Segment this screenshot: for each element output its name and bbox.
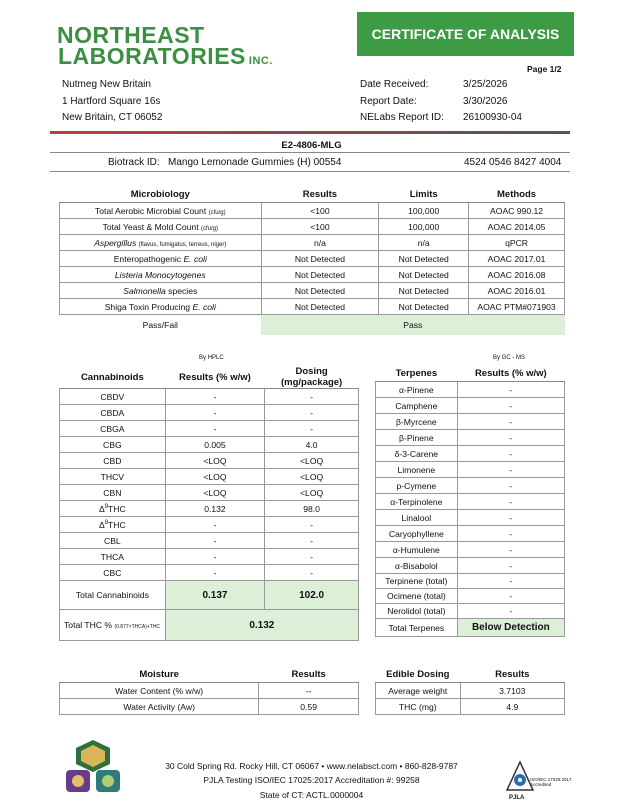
cannabinoid-name: CBL bbox=[60, 533, 166, 549]
terpene-row bbox=[376, 574, 565, 589]
edible-row bbox=[376, 699, 565, 715]
report-id-label: NELabs Report ID: bbox=[360, 112, 444, 123]
terpene-result: - bbox=[457, 589, 564, 604]
micro-test-name bbox=[60, 251, 262, 267]
delta-symbol: Δ bbox=[98, 503, 105, 514]
micro-test-organism: E. coli bbox=[192, 301, 216, 312]
biotrack-number: 4524 0546 8427 4004 bbox=[464, 157, 562, 168]
delta-symbol: Δ bbox=[98, 519, 105, 530]
cannabinoid-result: - bbox=[165, 389, 265, 405]
micro-method: AOAC 2017.01 bbox=[469, 251, 565, 267]
cannabinoid-result: 0.005 bbox=[165, 437, 265, 453]
terpene-result: - bbox=[457, 398, 564, 414]
client-name: Nutmeg New Britain bbox=[62, 79, 151, 90]
terpene-name: Terpinene (total) bbox=[376, 574, 458, 589]
cannabinoid-row bbox=[60, 469, 359, 485]
edible-name: THC (mg) bbox=[376, 699, 461, 715]
micro-test-name bbox=[60, 203, 262, 219]
micro-test-name bbox=[60, 299, 262, 315]
micro-row bbox=[60, 283, 565, 299]
total-terpenes-label: Total Terpenes bbox=[376, 619, 458, 637]
micro-row bbox=[60, 219, 565, 235]
logo-line2 bbox=[58, 43, 273, 70]
terpene-name: α-Humulene bbox=[376, 542, 458, 558]
moisture-header-results: Results bbox=[259, 667, 359, 683]
logo-laboratories: LABORATORIES bbox=[58, 43, 246, 69]
cannabinoid-dose: - bbox=[265, 533, 359, 549]
micro-method: qPCR bbox=[469, 235, 565, 251]
micro-test-organism: E. coli bbox=[183, 253, 207, 264]
delta-position: 8 bbox=[104, 519, 109, 526]
micro-method: AOAC 2014.05 bbox=[469, 219, 565, 235]
terpene-row bbox=[376, 478, 565, 494]
micro-limit: 100,000 bbox=[379, 203, 469, 219]
passfail-value: Pass bbox=[261, 315, 564, 336]
total-cannabinoids-dose: 102.0 bbox=[265, 581, 359, 610]
terp-header-name: Terpenes bbox=[376, 366, 458, 382]
cannabinoid-result: - bbox=[165, 565, 265, 581]
cannabinoid-name: CBD bbox=[60, 453, 166, 469]
moisture-result: 0.59 bbox=[259, 699, 359, 715]
terpene-row bbox=[376, 462, 565, 478]
micro-row bbox=[60, 267, 565, 283]
cann-header-name: Cannabinoids bbox=[60, 366, 166, 389]
hplc-note: By HPLC bbox=[199, 355, 224, 361]
pjla-accredited-text: ISO/IEC 17025:2017 Accredited bbox=[530, 777, 572, 787]
footer-accreditation: PJLA Testing ISO/IEC 17025:2017 Accreditation #: 99258 bbox=[203, 775, 420, 785]
micro-result: <100 bbox=[261, 203, 379, 219]
terpene-row bbox=[376, 446, 565, 462]
edible-name: Average weight bbox=[376, 683, 461, 699]
terpene-result: - bbox=[457, 430, 564, 446]
cannabinoid-name: CBC bbox=[60, 565, 166, 581]
terpene-row bbox=[376, 494, 565, 510]
micro-row bbox=[60, 203, 565, 219]
logo-line1: NORTHEAST bbox=[57, 22, 205, 48]
terpene-name: β-Pinene bbox=[376, 430, 458, 446]
moisture-header-name: Moisture bbox=[60, 667, 259, 683]
certificate-title: CERTIFICATE OF ANALYSIS bbox=[357, 12, 574, 56]
micro-header-name: Microbiology bbox=[60, 187, 262, 203]
moisture-result: -- bbox=[259, 683, 359, 699]
terpene-name: Limonene bbox=[376, 462, 458, 478]
terpene-row bbox=[376, 604, 565, 619]
passfail-row bbox=[60, 315, 565, 336]
micro-test-label: Listeria Monocytogenes bbox=[114, 269, 206, 280]
total-cannabinoids-label: Total Cannabinoids bbox=[60, 581, 166, 610]
micro-test-label: Aspergillus bbox=[94, 237, 137, 248]
moisture-row bbox=[60, 683, 359, 699]
micro-test-label: Total Aerobic Microbial Count bbox=[94, 205, 207, 216]
terpene-result: - bbox=[457, 462, 564, 478]
cannabinoid-dose: <LOQ bbox=[265, 485, 359, 501]
terpene-name: Camphene bbox=[376, 398, 458, 414]
cannabinoid-row bbox=[60, 389, 359, 405]
cannabinoid-row bbox=[60, 437, 359, 453]
terpenes-table bbox=[375, 366, 565, 637]
cannabinoid-dose: <LOQ bbox=[265, 469, 359, 485]
product-name: Mango Lemonade Gummies (H) 00554 bbox=[168, 157, 342, 168]
date-received: 3/25/2026 bbox=[463, 79, 508, 90]
passfail-label: Pass/Fail bbox=[142, 320, 178, 330]
terpene-name: δ-3-Carene bbox=[376, 446, 458, 462]
total-cannabinoids-result: 0.137 bbox=[165, 581, 265, 610]
terpene-result: - bbox=[457, 382, 564, 398]
micro-result: Not Detected bbox=[261, 251, 379, 267]
terpene-name: Caryophyllene bbox=[376, 526, 458, 542]
terpene-row bbox=[376, 414, 565, 430]
total-thc-value: 0.132 bbox=[165, 610, 358, 641]
header-divider bbox=[50, 131, 570, 134]
micro-test-name bbox=[60, 267, 262, 283]
cannabinoid-dose: 4.0 bbox=[265, 437, 359, 453]
footer-address: 30 Cold Spring Rd. Rocky Hill, CT 06067 • www.nelabsct.com • 860-828-9787 bbox=[165, 761, 458, 771]
client-city: New Britain, CT 06052 bbox=[62, 112, 163, 123]
micro-row bbox=[60, 299, 565, 315]
cannabinoid-row bbox=[60, 517, 359, 533]
cannabinoid-result: 0.132 bbox=[165, 501, 265, 517]
cannabinoid-base: THC bbox=[108, 519, 126, 530]
client-street: 1 Hartford Square 16s bbox=[62, 96, 161, 107]
cannabinoid-dose: <LOQ bbox=[265, 453, 359, 469]
report-date-label: Report Date: bbox=[360, 96, 417, 107]
terpene-row bbox=[376, 430, 565, 446]
terpene-result: - bbox=[457, 414, 564, 430]
terpene-result: - bbox=[457, 604, 564, 619]
cannabinoid-dose: - bbox=[265, 405, 359, 421]
micro-test-unit: (cfu/g) bbox=[200, 225, 218, 232]
terpene-row bbox=[376, 589, 565, 604]
cannabinoid-result: - bbox=[165, 533, 265, 549]
micro-test-label: Enteropathogenic bbox=[113, 253, 182, 264]
cannabinoid-name: THCA bbox=[60, 549, 166, 565]
micro-test-name bbox=[60, 235, 262, 251]
cannabinoid-row bbox=[60, 549, 359, 565]
cannabinoid-result: - bbox=[165, 421, 265, 437]
edible-row bbox=[376, 683, 565, 699]
micro-limit: Not Detected bbox=[379, 283, 469, 299]
cannabinoid-dose: - bbox=[265, 517, 359, 533]
micro-limit: Not Detected bbox=[379, 299, 469, 315]
micro-header-methods: Methods bbox=[469, 187, 565, 203]
cannabinoid-result: - bbox=[165, 517, 265, 533]
cannabinoid-row bbox=[60, 533, 359, 549]
edible-header-name: Edible Dosing bbox=[376, 667, 461, 683]
terpene-result: - bbox=[457, 510, 564, 526]
moisture-row bbox=[60, 699, 359, 715]
cann-header-results: Results (% w/w) bbox=[165, 366, 265, 389]
cannabinoid-dose: - bbox=[265, 421, 359, 437]
gcms-note: By GC - MS bbox=[493, 355, 526, 361]
cannabinoid-name: CBN bbox=[60, 485, 166, 501]
micro-limit: n/a bbox=[379, 235, 469, 251]
cannabinoid-result: - bbox=[165, 405, 265, 421]
terpene-row bbox=[376, 558, 565, 574]
total-thc-label-cell bbox=[60, 610, 166, 641]
terpene-row bbox=[376, 542, 565, 558]
footer-state-license: State of CT: ACTL.0000004 bbox=[259, 790, 364, 800]
micro-result: n/a bbox=[261, 235, 379, 251]
cannabinoid-row bbox=[60, 405, 359, 421]
micro-test-name bbox=[60, 283, 262, 299]
cannabinoid-name bbox=[60, 501, 166, 517]
cannabinoid-result: <LOQ bbox=[165, 453, 265, 469]
cannabinoid-dose: - bbox=[265, 549, 359, 565]
cannabinoids-table bbox=[59, 366, 359, 641]
cannabinoid-row bbox=[60, 421, 359, 437]
total-thc-formula: (0.877×THCA)+THC bbox=[114, 624, 161, 630]
micro-method: AOAC 990.12 bbox=[469, 203, 565, 219]
total-thc-label: Total THC % bbox=[64, 620, 113, 630]
micro-result: <100 bbox=[261, 219, 379, 235]
sample-divider bbox=[50, 152, 570, 153]
cannabinoid-name bbox=[60, 517, 166, 533]
pjla-logo bbox=[500, 760, 590, 804]
micro-limit: Not Detected bbox=[379, 251, 469, 267]
cannabinoid-name: CBDV bbox=[60, 389, 166, 405]
micro-method: AOAC 2016.01 bbox=[469, 283, 565, 299]
terp-header-results: Results (% w/w) bbox=[457, 366, 564, 382]
total-terpenes-value: Below Detection bbox=[457, 619, 564, 637]
micro-test-unit: (cfu/g) bbox=[208, 209, 226, 216]
page-number: Page 1/2 bbox=[527, 64, 562, 74]
delta-position: 9 bbox=[104, 503, 109, 510]
cannabinoid-result: <LOQ bbox=[165, 469, 265, 485]
micro-result: Not Detected bbox=[261, 283, 379, 299]
micro-result: Not Detected bbox=[261, 299, 379, 315]
micro-limit: Not Detected bbox=[379, 267, 469, 283]
biotrack-label: Biotrack ID: bbox=[108, 157, 160, 168]
terpene-name: Ocimene (total) bbox=[376, 589, 458, 604]
terpene-result: - bbox=[457, 494, 564, 510]
cannabinoid-dose: 98.0 bbox=[265, 501, 359, 517]
micro-row bbox=[60, 235, 565, 251]
date-received-label: Date Received: bbox=[360, 79, 429, 90]
micro-limit: 100,000 bbox=[379, 219, 469, 235]
terpene-result: - bbox=[457, 478, 564, 494]
micro-test-name bbox=[60, 219, 262, 235]
micro-row bbox=[60, 251, 565, 267]
cannabinoid-name: THCV bbox=[60, 469, 166, 485]
edible-result: 3.7103 bbox=[460, 683, 564, 699]
terpene-row bbox=[376, 526, 565, 542]
terpene-result: - bbox=[457, 526, 564, 542]
cannabinoid-name: CBG bbox=[60, 437, 166, 453]
terpene-result: - bbox=[457, 558, 564, 574]
cannabinoid-name: CBDA bbox=[60, 405, 166, 421]
terpene-name: Nerolidol (total) bbox=[376, 604, 458, 619]
cann-header-dosing: Dosing (mg/package) bbox=[265, 366, 359, 389]
micro-test-suffix-text: species bbox=[165, 285, 198, 296]
sample-code: E2-4806-MLG bbox=[281, 140, 342, 151]
terpene-name: p-Cymene bbox=[376, 478, 458, 494]
moisture-name: Water Content (% w/w) bbox=[60, 683, 259, 699]
cannabinoid-dose: - bbox=[265, 565, 359, 581]
micro-result: Not Detected bbox=[261, 267, 379, 283]
cannabinoid-dose: - bbox=[265, 389, 359, 405]
moisture-table bbox=[59, 667, 359, 715]
cannabinoid-base: THC bbox=[108, 503, 126, 514]
terpene-row bbox=[376, 398, 565, 414]
pjla-label: PJLA bbox=[509, 795, 525, 801]
micro-test-label: Salmonella bbox=[123, 285, 166, 296]
micro-header-results: Results bbox=[261, 187, 379, 203]
cannabinoid-row bbox=[60, 501, 359, 517]
terpene-name: β-Myrcene bbox=[376, 414, 458, 430]
terpene-result: - bbox=[457, 446, 564, 462]
micro-test-label: Shiga Toxin Producing bbox=[104, 301, 191, 312]
terpene-result: - bbox=[457, 542, 564, 558]
cannabinoid-row bbox=[60, 565, 359, 581]
cannabinoid-result: - bbox=[165, 549, 265, 565]
terpene-result: - bbox=[457, 574, 564, 589]
cannabinoid-name: CBGA bbox=[60, 421, 166, 437]
edible-dosing-table bbox=[375, 667, 565, 715]
sample-divider-bottom bbox=[50, 171, 570, 172]
terpene-name: α-Terpinolene bbox=[376, 494, 458, 510]
terpene-name: α-Bisabolol bbox=[376, 558, 458, 574]
terpene-row bbox=[376, 510, 565, 526]
logo-inc: INC. bbox=[248, 55, 273, 67]
micro-test-unit: (flavus, fumigatus, terreus, niger) bbox=[138, 241, 227, 248]
edible-result: 4.9 bbox=[460, 699, 564, 715]
terpene-row bbox=[376, 382, 565, 398]
cannabinoid-row bbox=[60, 485, 359, 501]
report-id: 26100930-04 bbox=[463, 112, 522, 123]
cannabinoid-row bbox=[60, 453, 359, 469]
micro-method: AOAC 2016.08 bbox=[469, 267, 565, 283]
moisture-name: Water Activity (Aw) bbox=[60, 699, 259, 715]
micro-test-label: Total Yeast & Mold Count bbox=[102, 221, 199, 232]
terpene-name: Linalool bbox=[376, 510, 458, 526]
terpene-name: α-Pinene bbox=[376, 382, 458, 398]
report-date: 3/30/2026 bbox=[463, 96, 508, 107]
micro-header-limits: Limits bbox=[379, 187, 469, 203]
cannabinoid-result: <LOQ bbox=[165, 485, 265, 501]
microbiology-table bbox=[59, 187, 565, 335]
micro-method: AOAC PTM#071903 bbox=[469, 299, 565, 315]
edible-header-results: Results bbox=[460, 667, 564, 683]
